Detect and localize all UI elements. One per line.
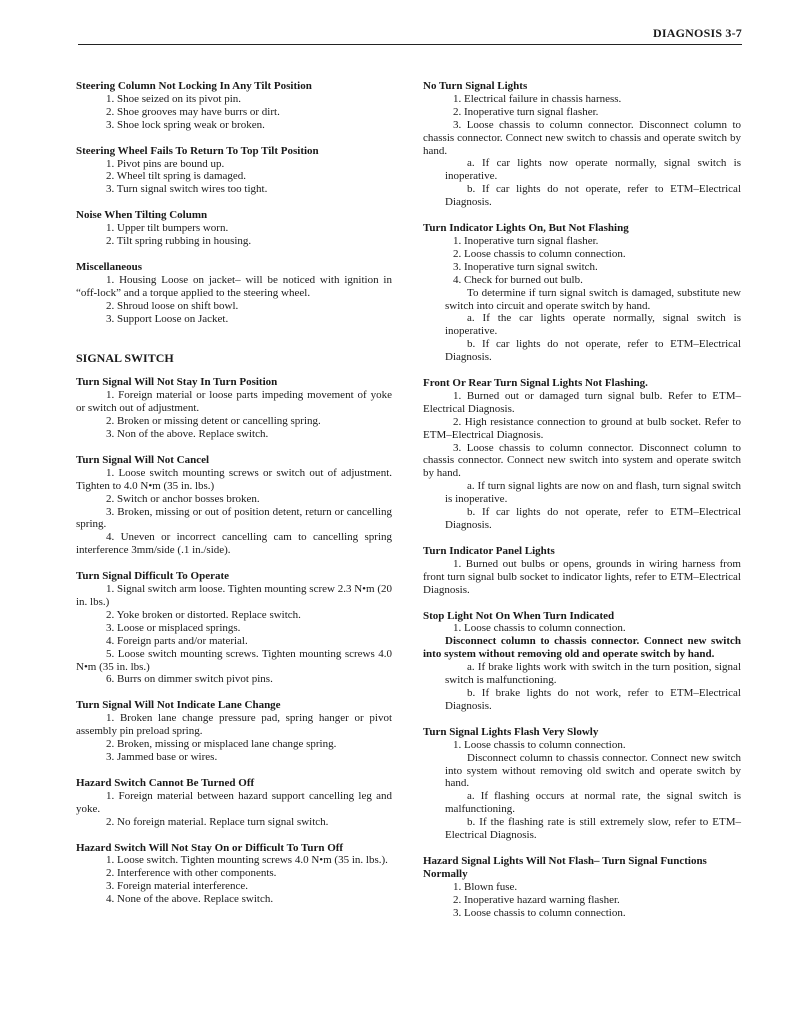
list-item: 2. Broken or missing detent or cancelling spring. (106, 415, 321, 428)
left-column (76, 80, 392, 906)
section-title: Turn Indicator Lights On, But Not Flashing (423, 222, 629, 235)
list-item: 2. No foreign material. Replace turn signal switch. (106, 815, 329, 828)
section-stop-light (423, 610, 741, 713)
section-wheel-fails-return (76, 145, 392, 197)
list-item: b. If brake lights do not work, refer to ETM–Electrical Diagnosis. (445, 686, 741, 712)
section-title: Turn Signal Difficult To Operate (76, 570, 230, 583)
list-item: 3. Non of the above. Replace switch. (106, 428, 269, 441)
list-item: b. If car lights do not operate, refer to ETM–Electrical Diagnosis. (445, 183, 741, 209)
list-item: 1. Foreign material or loose parts impeding movement of yoke or switch out of adjustment. (76, 389, 392, 415)
section-hazard-cannot-turn-off (76, 777, 392, 829)
section-title: Front Or Rear Turn Signal Lights Not Flashing. (423, 377, 648, 390)
right-column (423, 80, 741, 919)
list-item: 1. Shoe seized on its pivot pin. (106, 92, 242, 105)
list-item: Disconnect column to chassis connector. Connect new switch into system without removing old switch and operate switch by hand. (445, 751, 741, 790)
section-title: Noise When Tilting Column (76, 209, 208, 222)
section-title: No Turn Signal Lights (423, 80, 528, 92)
list-item: a. If the car lights operate normally, signal switch is inoperative. (445, 312, 741, 338)
list-item: 4. Uneven or incorrect cancelling cam to cancelling spring interference 3mm/side (.1 in./side). (76, 531, 392, 557)
section-title: Miscellaneous (76, 260, 142, 273)
section-column-not-locking (76, 80, 392, 132)
list-item: 2. Shroud loose on shift bowl. (106, 299, 239, 312)
header-rule (78, 44, 742, 45)
list-item: 4. Check for burned out bulb. (453, 273, 583, 286)
section-indicator-panel-lights (423, 545, 741, 597)
section-title: Hazard Signal Lights Will Not Flash– Turn Signal Functions Normally (423, 854, 707, 880)
list-item: To determine if turn signal switch is damaged, substitute new switch into circuit and operate switch by hand. (445, 286, 741, 312)
list-item: Disconnect column to chassis connector. Connect new switch into system without removing old and operate switch by hand. (423, 635, 741, 661)
list-item: 2. Broken, missing or misplaced lane change spring. (106, 738, 337, 751)
section-title: Steering Column Not Locking In Any Tilt Position (76, 80, 312, 92)
list-item: 5. Loose switch mounting screws. Tighten mounting screws 4.0 N•m (35 in. lbs.) (76, 647, 392, 673)
list-item: 4. None of the above. Replace switch. (106, 893, 274, 906)
section-title: Steering Wheel Fails To Return To Top Tilt Position (76, 144, 319, 157)
list-item: 1. Burned out bulbs or opens, grounds in wiring harness from front turn signal bulb socket to indicator lights, refer to ETM–Electrical Diagnosis. (423, 557, 741, 596)
list-item: 1. Electrical failure in chassis harness. (453, 92, 622, 105)
list-item: a. If brake lights work with switch in the turn position, signal switch is malfunctioning. (445, 661, 741, 687)
signal-switch-heading: SIGNAL SWITCH (76, 350, 174, 365)
section-difficult-to-operate (76, 570, 392, 686)
list-item: 2. High resistance connection to ground at bulb socket. Refer to ETM–Electrical Diagnosis. (423, 415, 741, 441)
list-item: b. If the flashing rate is still extremely slow, refer to ETM–Electrical Diagnosis. (445, 816, 741, 842)
list-item: 3. Loose chassis to column connector. Disconnect column to chassis connector. Connect new switch to chassis and operate switch by hand. (423, 118, 741, 157)
list-item: b. If car lights do not operate, refer to ETM–Electrical Diagnosis. (445, 506, 741, 531)
list-item: 2. Yoke broken or distorted. Replace switch. (106, 608, 301, 621)
list-item: 1. Loose chassis to column connection. (453, 622, 626, 635)
list-item: 1. Loose switch. Tighten mounting screws 4.0 N•m (35 in. lbs.). (106, 854, 388, 867)
section-title: Turn Indicator Panel Lights (423, 544, 555, 557)
section-front-rear-not-flashing (423, 377, 741, 532)
list-item: 2. Interference with other components. (106, 867, 277, 880)
list-item: 3. Foreign material interference. (106, 880, 249, 893)
section-title: Turn Signal Will Not Stay In Turn Position (76, 376, 278, 389)
list-item: 2. Switch or anchor bosses broken. (106, 492, 260, 505)
list-item: a. If turn signal lights are now on and flash, turn signal switch is inoperative. (445, 480, 741, 506)
list-item: 3. Support Loose on Jacket. (106, 312, 229, 325)
list-item: a. If car lights now operate normally, signal switch is inoperative. (445, 157, 741, 183)
section-noise-tilting (76, 209, 392, 248)
list-item: 3. Broken, missing or out of position detent, return or cancelling spring. (76, 505, 392, 531)
list-item: 2. Shoe grooves may have burrs or dirt. (106, 105, 280, 118)
list-item: 2. Tilt spring rubbing in housing. (106, 235, 252, 248)
list-item: 3. Turn signal switch wires too tight. (106, 183, 268, 196)
section-miscellaneous (76, 261, 392, 326)
section-no-turn-signal-lights (423, 80, 741, 209)
list-item: 4. Foreign parts and/or material. (106, 634, 248, 647)
list-item: 1. Signal switch arm loose. Tighten mounting screw 2.3 N•m (20 in. lbs.) (76, 583, 392, 608)
list-item: 1. Loose chassis to column connection. (453, 738, 626, 751)
list-item: a. If flashing occurs at normal rate, the signal switch is malfunctioning. (445, 790, 741, 816)
section-hazard-not-stay-on (76, 842, 392, 907)
list-item: 3. Loose chassis to column connector. Disconnect column to chassis connector. Connect new switch into system and operate switch by hand. (423, 441, 741, 480)
page-header: DIAGNOSIS 3-7 (653, 26, 742, 40)
list-item: 1. Burned out or damaged turn signal bulb. Refer to ETM–Electrical Diagnosis. (423, 389, 741, 415)
section-title: Turn Signal Lights Flash Very Slowly (423, 725, 599, 738)
section-hazard-will-not-flash (423, 855, 741, 920)
list-item: 1. Inoperative turn signal flasher. (453, 234, 599, 247)
list-item: 2. Loose chassis to column connection. (453, 247, 626, 260)
list-item: 3. Shoe lock spring weak or broken. (106, 118, 265, 131)
list-item: 1. Upper tilt bumpers worn. (106, 222, 229, 235)
list-item: 1. Housing Loose on jacket– will be noticed with ignition in “off-lock” and a torque applied to the steering wheel. (76, 273, 392, 299)
list-item: 6. Burrs on dimmer switch pivot pins. (106, 673, 273, 686)
list-item: 1. Blown fuse. (453, 880, 518, 893)
list-item: 1. Pivot pins are bound up. (106, 157, 225, 170)
section-not-stay-in-turn (76, 376, 392, 441)
list-item: b. If car lights do not operate, refer to ETM–Electrical Diagnosis. (445, 338, 741, 364)
list-item: 1. Broken lane change pressure pad, spring hanger or pivot assembly pin preload spring. (76, 712, 392, 738)
section-title: Hazard Switch Will Not Stay On or Difficult To Turn Off (76, 841, 344, 854)
list-item: 1. Foreign material between hazard support cancelling leg and yoke. (76, 789, 392, 815)
list-item: 2. Inoperative turn signal flasher. (453, 105, 599, 118)
section-flash-slowly (423, 726, 741, 842)
list-item: 2. Wheel tilt spring is damaged. (106, 170, 247, 183)
list-item: 3. Inoperative turn signal switch. (453, 260, 598, 273)
list-item: 3. Jammed base or wires. (106, 750, 218, 763)
section-title: Turn Signal Will Not Cancel (76, 453, 210, 466)
section-will-not-cancel (76, 454, 392, 557)
list-item: 3. Loose or misplaced springs. (106, 621, 241, 634)
section-title: Turn Signal Will Not Indicate Lane Change (76, 699, 281, 712)
section-title: Hazard Switch Cannot Be Turned Off (76, 776, 255, 789)
section-lane-change (76, 699, 392, 764)
list-item: 2. Inoperative hazard warning flasher. (453, 893, 620, 906)
list-item: 1. Loose switch mounting screws or switch out of adjustment. Tighten to 4.0 N•m (35 in. lbs.) (76, 466, 392, 492)
list-item: 3. Loose chassis to column connection. (453, 906, 626, 919)
section-title: Stop Light Not On When Turn Indicated (423, 609, 615, 622)
section-indicator-not-flashing (423, 222, 741, 364)
